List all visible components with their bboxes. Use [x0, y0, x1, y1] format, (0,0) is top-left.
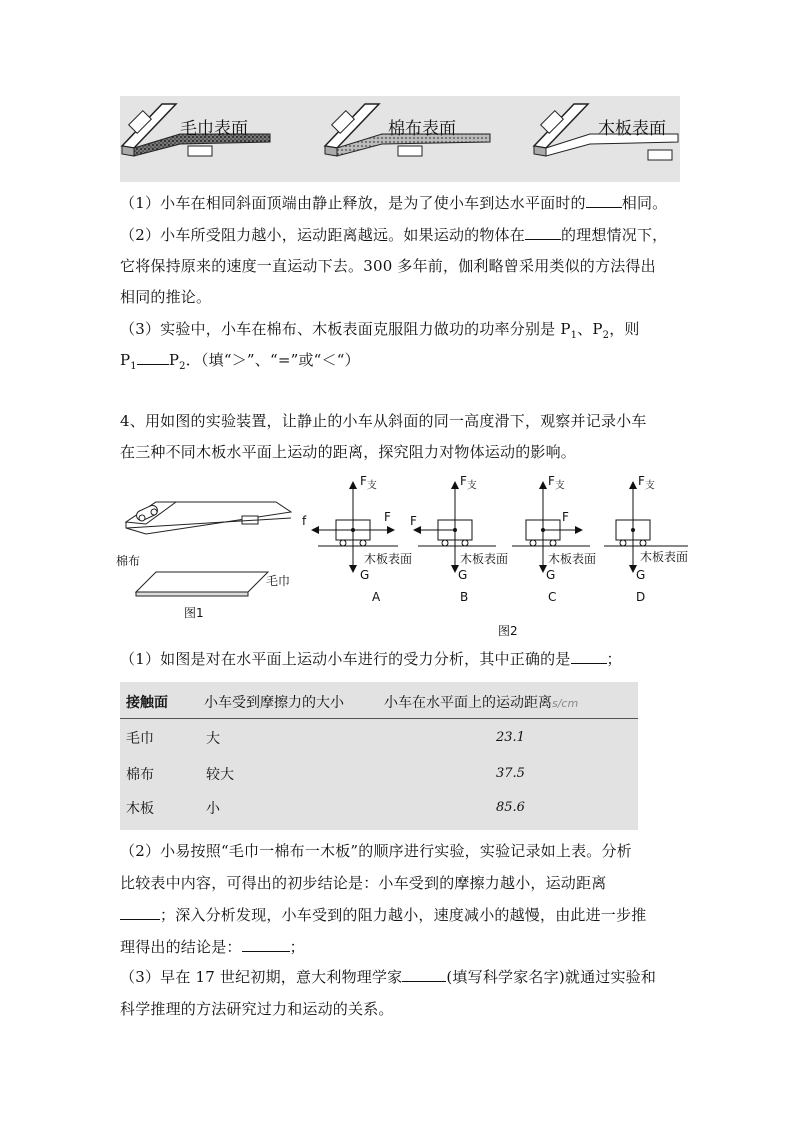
answer-blank[interactable] [402, 967, 446, 982]
answer-blank[interactable] [242, 937, 290, 952]
wood-surface-label: 木板表面 [598, 119, 666, 139]
ramp-surfaces-drawing [120, 96, 680, 182]
q4-sub2-line-2: 比较表中内容，可得出的初步结论是：小车受到的摩擦力越小，运动距离 [120, 874, 607, 892]
q4-sub3-line-2: 科学推理的方法研究过力和运动的关系。 [120, 1000, 394, 1018]
diagram-letter-c: C [548, 590, 557, 604]
answer-blank[interactable] [586, 193, 622, 208]
gravity-label: G [360, 568, 370, 582]
q3-line-5: （3）实验中，小车在棉布、木板表面克服阻力做功的功率分别是 $P_1$、$P_2$，则 [120, 320, 640, 341]
friction-label: f [302, 514, 307, 528]
cotton-label: 棉布 [116, 554, 141, 568]
table-cell: 23.1 [496, 730, 525, 745]
table-cell: 37.5 [496, 766, 525, 781]
support-force-label: $F_支$ [638, 474, 655, 492]
friction-distance-table [120, 682, 638, 830]
table-cell: 棉布 [126, 767, 154, 783]
support-force-label: $F_支$ [360, 474, 377, 492]
surface-label: 木板表面 [460, 552, 509, 566]
support-force-label: $F_支$ [460, 474, 477, 492]
q4-sub1: （1）如图是对在水平面上运动小车进行的受力分析，其中正确的是 ； [120, 650, 622, 668]
q4-line-1: 4、用如图的实验装置，让静止的小车从斜面的同一高度滑下，观察并记录小车 [120, 412, 647, 430]
gravity-label: G [458, 568, 468, 582]
q3-line-1: （1）小车在相同斜面顶端由静止释放，是为了使小车到达水平面时的 相同。 [120, 194, 668, 212]
cotton-surface-label: 棉布表面 [388, 119, 456, 139]
q3-line-2: （2）小车所受阻力越小，运动距离越远。如果运动的物体在 的理想情况下， [120, 226, 668, 244]
support-force-label: $F_支$ [548, 474, 565, 492]
table-cell: 毛巾 [126, 731, 154, 747]
towel-label: 毛巾 [266, 574, 291, 588]
diagram-letter-a: A [372, 590, 381, 604]
q3-line-3: 它将保持原来的速度一直运动下去。300 多年前，伽利略曾采用类似的方法得出 [120, 257, 656, 275]
ramp-surfaces-figure [120, 96, 680, 182]
figure-1 [116, 494, 296, 624]
q4-sub3-line-1: （3）早在 17 世纪初期，意大利物理学家 (填写科学家名字)就通过实验和 [120, 968, 657, 986]
force-f-label: F [384, 510, 391, 524]
q3-line-6: $P_1$ $P_2$．（填“＞”、“=”或“＜“） [120, 351, 360, 372]
gravity-label: G [636, 568, 646, 582]
table-header-friction: 小车受到摩擦力的大小 [204, 695, 344, 711]
figure-2-caption: 图2 [498, 624, 518, 638]
answer-blank[interactable] [571, 649, 607, 664]
force-f-label: F [410, 514, 417, 528]
table-cell: 小 [206, 801, 220, 817]
force-f-label: F [562, 510, 569, 524]
answer-blank[interactable] [137, 350, 169, 365]
table-header-distance: 小车在水平面上的运动距离s/cm [384, 695, 579, 711]
diagram-letter-d: D [636, 590, 646, 604]
table-header-rule [120, 718, 638, 719]
answer-blank[interactable] [525, 225, 561, 240]
table-cell: 大 [206, 731, 220, 747]
towel-surface-label: 毛巾表面 [180, 119, 248, 139]
diagram-letter-b: B [460, 590, 469, 604]
q3-line-4: 相同的推论。 [120, 288, 212, 306]
q4-sub2-line-3: ；深入分析发现，小车受到的阻力越小，速度减小的越慢，由此进一步推 [120, 904, 646, 926]
gravity-label: G [546, 568, 556, 582]
q4-sub2-line-4: 理得出的结论是： ； [120, 938, 305, 956]
q4-line-2: 在三种不同木板水平面上运动的距离，探究阻力对物体运动的影响。 [120, 443, 577, 461]
table-cell: 木板 [126, 801, 154, 817]
surface-label: 木板表面 [640, 550, 689, 564]
surface-label: 木板表面 [364, 552, 413, 566]
q4-sub2-line-1: （2）小易按照“毛巾一棉布一木板”的顺序进行实验，实验记录如上表。分析 [120, 842, 632, 860]
surface-label: 木板表面 [548, 552, 597, 566]
table-header-surface: 接触面 [126, 695, 168, 711]
figure-1-caption: 图1 [184, 606, 204, 620]
table-cell: 较大 [206, 767, 234, 783]
figure-2 [298, 472, 698, 642]
answer-blank[interactable] [120, 905, 160, 920]
table-cell: 85.6 [496, 800, 525, 815]
